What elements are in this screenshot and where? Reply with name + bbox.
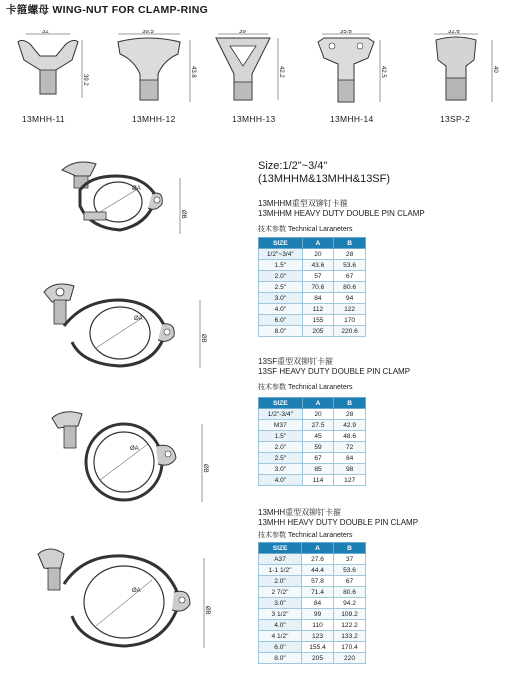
section-2-tech: 技术参数 Technical Laraneters [258,384,353,391]
cell-size: 1/2"-3/4" [259,409,303,420]
clamp-drawing-13sf [24,278,214,388]
cell-a: 27.6 [302,554,334,565]
size-heading [258,160,390,186]
cell-a: 44.4 [302,565,334,576]
cell-size: 4.0" [259,475,303,486]
table-row [259,271,366,282]
cell-a: 71.4 [302,587,334,598]
size-heading-line2: (13MHHM&13MHH&13SF) [258,173,391,185]
cell-b: 80.6 [334,282,366,293]
cell-a: 20 [302,249,334,260]
cell-a: 205 [302,653,334,664]
col-b: B [334,238,366,249]
cell-size: 8.0" [259,653,302,664]
cell-a: 205 [302,326,334,337]
dim-b-label: ØB [202,464,208,473]
nut-height-label: 42.5 [380,66,386,78]
table-row [259,464,366,475]
section-3-tech: 技术参数 Technical Laraneters [258,532,353,539]
cell-a: 45 [302,431,334,442]
nut-width-label: 32 [42,30,49,35]
cell-b: 220 [334,653,366,664]
wing-nut-13mhh-14-drawing [308,30,398,112]
table-row [259,409,366,420]
cell-b: 80.6 [334,587,366,598]
cell-b: 170.4 [334,642,366,653]
clamp-drawing-13mhh [24,540,214,660]
nut-label: 13MHH-13 [232,114,276,124]
table-row [259,565,366,576]
dim-a-label: ØA [132,588,141,594]
col-b: B [334,398,366,409]
nut-label: 13MHH-14 [330,114,374,124]
cell-size: 3.0" [259,598,302,609]
cell-b: 37 [334,554,366,565]
table-row [259,598,366,609]
cell-a: 43.6 [302,260,334,271]
section-3-title [258,508,418,528]
table-row [259,609,366,620]
cell-a: 99 [302,609,334,620]
cell-size: A37 [259,554,302,565]
size-heading-line1: Size:1/2"~3/4" [258,160,328,172]
nut-height-label: 39.2 [82,74,88,86]
table-row [259,420,366,431]
cell-b: 42.9 [334,420,366,431]
cell-a: 114 [302,475,334,486]
cell-a: 59 [302,442,334,453]
table-row [259,576,366,587]
section-title-en: 13MHHM HEAVY DUTY DOUBLE PIN CLAMP [258,209,425,218]
cell-a: 85 [302,464,334,475]
section-2-title [258,357,410,377]
cell-a: 67 [302,453,334,464]
cell-b: 53.6 [334,260,366,271]
cell-a: 110 [302,620,334,631]
nut-label: 13SP-2 [440,114,471,124]
wing-nut-13mhh-11-drawing [8,30,98,110]
cell-a: 112 [302,304,334,315]
cell-size: 2.5" [259,282,303,293]
nut-width-label: 32.6 [448,30,460,35]
table-row [259,620,366,631]
nut-label: 13MHH-12 [132,114,176,124]
cell-b: 127 [334,475,366,486]
table-row [259,260,366,271]
cell-size: 2.0" [259,271,303,282]
section-1-tech: 技术参数 Technical Laraneters [258,226,353,233]
col-size: SIZE [259,238,303,249]
cell-size: 4.0" [259,620,302,631]
cell-b: 53.6 [334,565,366,576]
nut-width-label: 39 [239,30,246,35]
cell-b: 220.6 [334,326,366,337]
cell-size: 6.0" [259,642,302,653]
section-title-en: 13MHH HEAVY DUTY DOUBLE PIN CLAMP [258,518,419,527]
table-row [259,326,366,337]
cell-size: 8.0" [259,326,303,337]
cell-size: 1/2"~3/4" [259,249,303,260]
nut-height-label: 40 [492,66,498,73]
table-row [259,587,366,598]
cell-size: 6.0" [259,315,303,326]
dim-b-label: ØB [200,334,206,343]
table-row [259,631,366,642]
section-title-cn: 13MHH重型双铆钉卡箍 [258,508,342,517]
cell-a: 84 [302,598,334,609]
col-a: A [302,238,334,249]
cell-size: 3.0" [259,464,303,475]
nut-width-label: 39.5 [142,30,154,35]
col-b: B [334,543,366,554]
table-row [259,554,366,565]
cell-size: 1.5" [259,260,303,271]
cell-b: 122 [334,304,366,315]
wing-nut-13mhh-13-drawing [206,30,296,112]
cell-a: 123 [302,631,334,642]
cell-a: 70.6 [302,282,334,293]
cell-size: 3 1/2" [259,609,302,620]
cell-b: 170 [334,315,366,326]
nut-width-label: 35.6 [340,30,352,35]
cell-b: 28 [334,249,366,260]
section-1-title [258,199,425,219]
cell-size: 2.5" [259,453,303,464]
cell-size: 2.0" [259,576,302,587]
cell-a: 155 [302,315,334,326]
cell-a: 27.5 [302,420,334,431]
table-row [259,293,366,304]
cell-size: M37 [259,420,303,431]
cell-a: 84 [302,293,334,304]
cell-a: 57.8 [302,576,334,587]
cell-b: 98 [334,464,366,475]
section-title-en: 13SF HEAVY DUTY DOUBLE PIN CLAMP [258,367,411,376]
cell-size: 4.0" [259,304,303,315]
table-row [259,431,366,442]
section-title-cn: 13MHHM重型双铆钉卡箍 [258,199,348,208]
table-row [259,442,366,453]
clamp-drawing-small [40,150,200,260]
wing-nut-13mhh-12-drawing [108,30,203,112]
spec-table-13sf [258,397,366,486]
cell-b: 84 [334,453,366,464]
cell-b: 94 [334,293,366,304]
table-row [259,304,366,315]
cell-size: 4 1/2" [259,631,302,642]
dim-b-label: ØB [180,210,186,219]
section-title-cn: 13SF重型双铆钉卡箍 [258,357,334,366]
cell-size: 1.5" [259,431,303,442]
cell-b: 133.2 [334,631,366,642]
cell-b: 94.2 [334,598,366,609]
cell-size: 2 7/2" [259,587,302,598]
cell-b: 122.2 [334,620,366,631]
nut-height-label: 42.2 [278,66,284,78]
nut-label: 13MHH-11 [22,114,65,124]
table-row [259,282,366,293]
wing-nut-13sp-2-drawing [418,30,514,112]
table-row [259,475,366,486]
table-row [259,642,366,653]
page-title: 卡箍螺母 WING-NUT FOR CLAMP-RING [6,4,209,16]
cell-b: 67 [334,576,366,587]
nut-height-label: 43.8 [190,66,196,78]
spec-table-13mhh [258,542,366,664]
spec-table-13mhhm [258,237,366,337]
cell-size: 2.0" [259,442,303,453]
cell-a: 20 [302,409,334,420]
table-row [259,315,366,326]
col-a: A [302,398,334,409]
cell-a: 57 [302,271,334,282]
cell-b: 109.2 [334,609,366,620]
cell-b: 28 [334,409,366,420]
table-row [259,453,366,464]
dim-a-label: ØA [134,316,143,322]
clamp-drawing-13sf-round [24,406,214,516]
col-size: SIZE [259,398,303,409]
col-size: SIZE [259,543,302,554]
dim-a-label: ØA [130,446,139,452]
cell-a: 155.4 [302,642,334,653]
col-a: A [302,543,334,554]
table-row [259,653,366,664]
cell-size: 3.0" [259,293,303,304]
cell-size: 1-1 1/2" [259,565,302,576]
cell-b: 67 [334,271,366,282]
dim-b-label: ØB [204,606,210,615]
cell-b: 72 [334,442,366,453]
table-row [259,249,366,260]
cell-b: 48.6 [334,431,366,442]
dim-a-label: ØA [132,186,141,192]
